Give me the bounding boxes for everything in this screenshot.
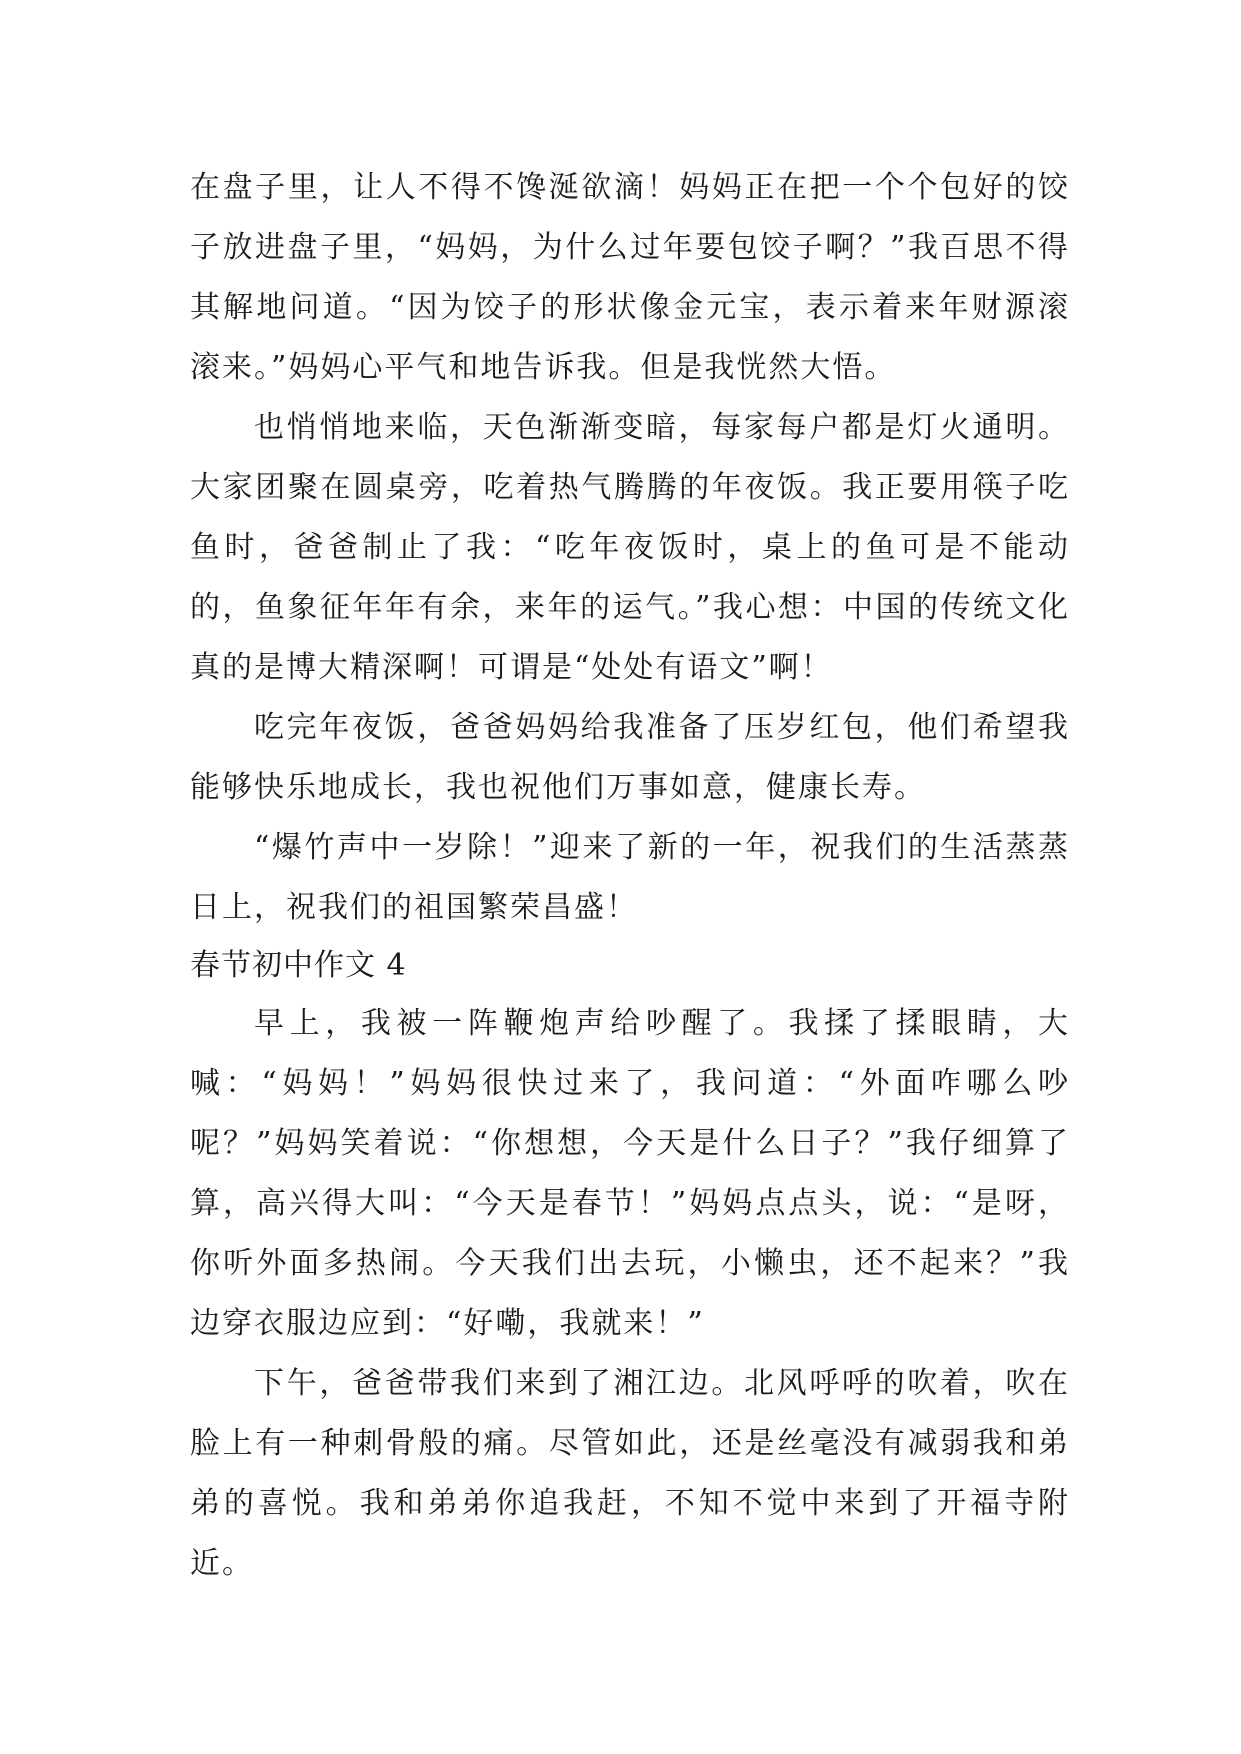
- document-body: [190, 158, 1070, 1594]
- paragraph: “爆竹声中一岁除！”迎来了新的一年，祝我们的生活蒸蒸日上，祝我们的祖国繁荣昌盛！: [190, 830, 1070, 925]
- paragraph: 早上，我被一阵鞭炮声给吵醒了。我揉了揉眼睛，大喊：“妈妈！”妈妈很快过来了，我问道：“外面咋哪么吵呢？”妈妈笑着说：“你想想，今天是什么日子？”我仔细算了算，高兴得大叫：“今天是春节！”妈妈点点头，说：“是呀，你听外面多热闹。今天我们出去玩，小懒虫，还不起来？”我边穿衣服边应到：“好嘞，我就来！”: [190, 1006, 1070, 1341]
- paragraph: 也悄悄地来临，天色渐渐变暗，每家每户都是灯火通明。大家团聚在圆桌旁，吃着热气腾腾的年夜饭。我正要用筷子吃鱼时，爸爸制止了我：“吃年夜饭时，桌上的鱼可是不能动的，鱼象征年年有余，来年的运气。”我心想：中国的传统文化真的是博大精深啊！可谓是“处处有语文”啊！: [190, 410, 1070, 685]
- section-heading: 春节初中作文 4: [190, 948, 407, 983]
- paragraph: 吃完年夜饭，爸爸妈妈给我准备了压岁红包，他们希望我能够快乐地成长，我也祝他们万事如意，健康长寿。: [190, 710, 1070, 805]
- paragraph: 下午，爸爸带我们来到了湘江边。北风呼呼的吹着，吹在脸上有一种刺骨般的痛。尽管如此，还是丝毫没有减弱我和弟弟的喜悦。我和弟弟你追我赶，不知不觉中来到了开福寺附近。: [190, 1366, 1070, 1581]
- paragraph: 在盘子里，让人不得不馋涎欲滴！妈妈正在把一个个包好的饺子放进盘子里，“妈妈，为什么过年要包饺子啊？”我百思不得其解地问道。“因为饺子的形状像金元宝，表示着来年财源滚滚来。”妈妈心平气和地告诉我。但是我恍然大悟。: [190, 170, 1070, 385]
